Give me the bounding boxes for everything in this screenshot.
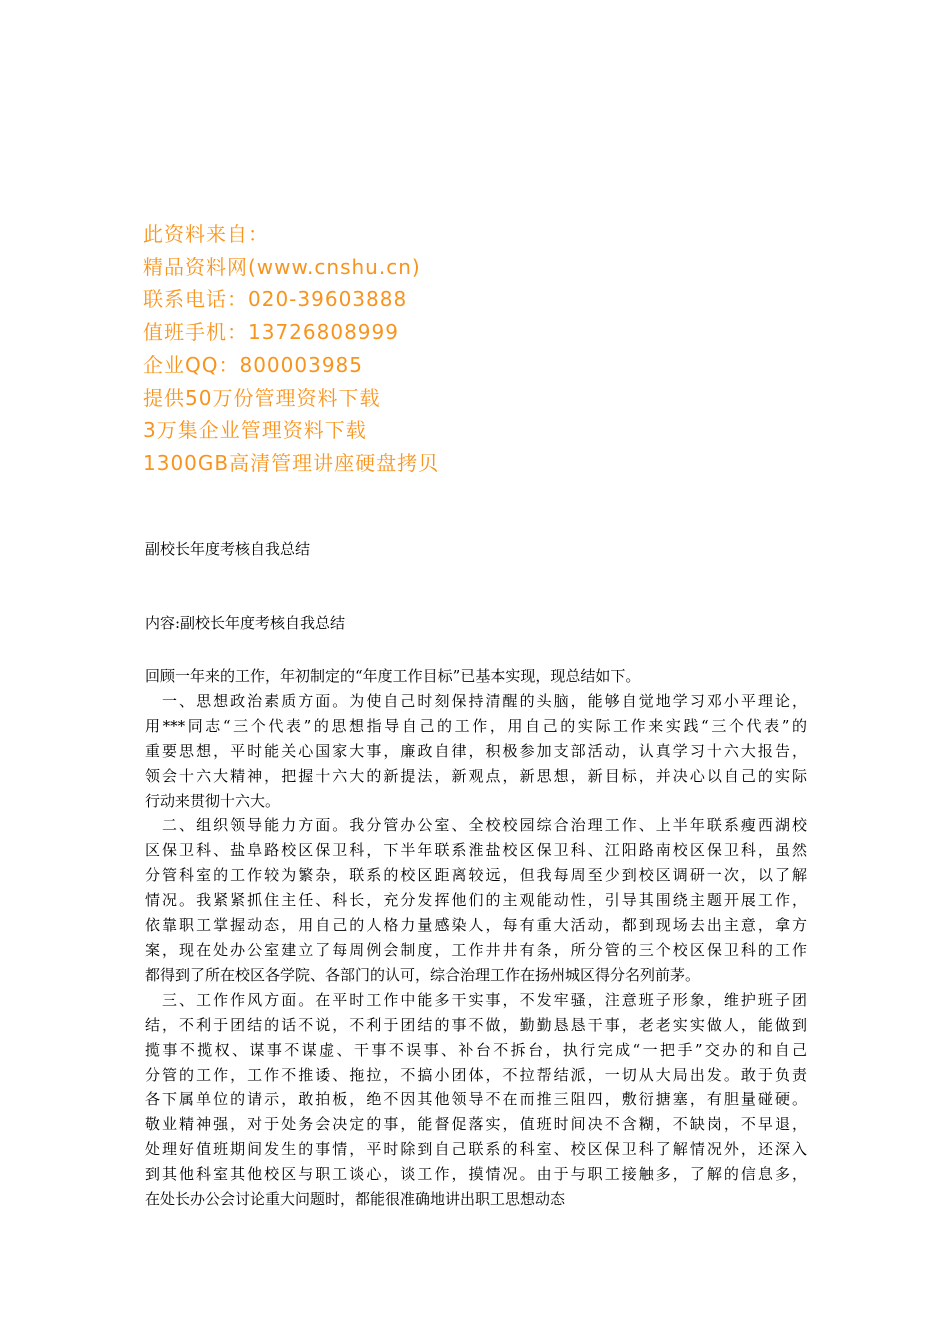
body-line: 处理好值班期间发生的事情，平时除到自己联系的科室、校区保卫科了解情况外，还深入 <box>145 1140 807 1159</box>
body-line: 区保卫科、盐阜路校区保卫科，下半年联系淮盐校区保卫科、江阳路南校区保卫科，虽然 <box>145 841 807 860</box>
body-line: 二、组织领导能力方面。我分管办公室、全校校园综合治理工作、上半年联系瘦西湖校 <box>145 816 807 835</box>
body-line: 三、工作作风方面。在平时工作中能多干实事，不发牢骚，注意班子形象，维护班子团 <box>145 990 807 1009</box>
body-line: 各下属单位的请示，敢拍板，绝不因其他领导不在而推三阻四，敷衍搪塞，有胆量碰硬。 <box>145 1090 807 1109</box>
body-line: 案，现在处办公室建立了每周例会制度，工作井井有条，所分管的三个校区保卫科的工作 <box>145 940 807 959</box>
body-line: 重要思想，平时能关心国家大事，廉政自律，积极参加支部活动，认真学习十六大报告， <box>145 741 807 760</box>
promo-line: 联系电话：020-39603888 <box>143 287 408 312</box>
body-line: 都得到了所在校区各学院、各部门的认可，综合治理工作在扬州城区得分名列前茅。 <box>145 965 701 984</box>
document-body <box>145 664 807 1212</box>
body-line: 回顾一年来的工作，年初制定的“年度工作目标”已基本实现，现总结如下。 <box>145 667 641 685</box>
promo-line: 精品资料网(www.cnshu.cn) <box>143 254 421 279</box>
body-line: 用***同志“三个代表”的思想指导自己的工作，用自己的实际工作来实践“三个代表”的 <box>145 716 807 735</box>
content-heading: 内容:副校长年度考核自我总结 <box>145 614 346 632</box>
body-line: 行动来贯彻十六大。 <box>145 791 281 810</box>
promo-line: 提供50万份管理资料下载 <box>143 385 381 410</box>
promo-line: 3万集企业管理资料下载 <box>143 418 367 443</box>
body-line: 到其他科室其他校区与职工谈心，谈工作，摸情况。由于与职工接触多，了解的信息多， <box>145 1165 807 1184</box>
body-line: 分管科室的工作较为繁杂，联系的校区距离较远，但我每周至少到校区调研一次，以了解 <box>145 866 807 885</box>
promo-line: 值班手机：13726808999 <box>143 320 399 345</box>
body-line: 领会十六大精神，把握十六大的新提法，新观点，新思想，新目标，并决心以自己的实际 <box>145 766 807 785</box>
body-line: 在处长办公会讨论重大问题时，都能很准确地讲出职工思想动态 <box>145 1190 566 1209</box>
body-line: 揽事不揽权、谋事不谋虚、干事不误事、补台不拆台，执行完成“一把手”交办的和自己 <box>145 1040 807 1059</box>
body-line: 分管的工作，工作不推诿、拖拉，不搞小团体，不拉帮结派，一切从大局出发。敢于负责 <box>145 1065 807 1084</box>
document-title: 副校长年度考核自我总结 <box>145 540 311 558</box>
body-line: 敬业精神强，对于处务会决定的事，能督促落实，值班时间决不含糊，不缺岗，不早退， <box>145 1115 807 1134</box>
body-line: 情况。我紧紧抓住主任、科长，充分发挥他们的主观能动性，引导其围绕主题开展工作， <box>145 891 807 910</box>
body-line: 依靠职工掌握动态，用自己的人格力量感染人，每有重大活动，都到现场去出主意，拿方 <box>145 916 807 935</box>
promo-block <box>143 218 843 480</box>
body-line: 结，不利于团结的话不说，不利于团结的事不做，勤勤恳恳干事，老老实实做人，能做到 <box>145 1015 807 1034</box>
promo-line: 企业QQ：800003985 <box>143 352 364 377</box>
promo-line: 此资料来自： <box>143 222 269 246</box>
promo-line: 1300GB高清管理讲座硬盘拷贝 <box>143 450 440 475</box>
body-line: 一、思想政治素质方面。为使自己时刻保持清醒的头脑，能够自觉地学习邓小平理论， <box>145 691 807 710</box>
